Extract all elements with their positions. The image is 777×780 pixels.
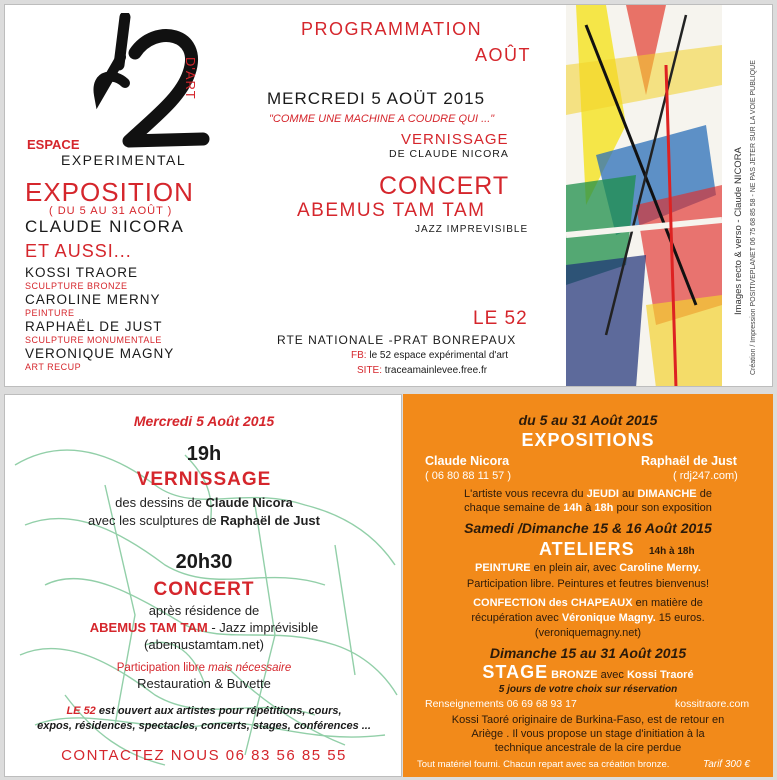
- stage-dates: Dimanche 15 au 31 Août 2015: [489, 645, 687, 661]
- day-dimanche: DIMANCHE: [637, 488, 697, 500]
- text-span: récupération avec: [471, 612, 562, 624]
- text-span: avec: [597, 669, 627, 681]
- espace-52-logo: [85, 13, 220, 163]
- logo-espace-text: ESPACE: [27, 137, 80, 152]
- tarif: Tarif 300 €: [703, 759, 750, 770]
- text-span: Participation libre: [116, 662, 209, 674]
- text-span: au: [619, 488, 638, 500]
- logo-experimental-text: EXPERIMENTAL: [61, 152, 187, 168]
- text-span: à: [582, 502, 595, 514]
- artist-claude: Claude Nicora: [205, 495, 293, 510]
- et-aussi-heading: ET AUSSI...: [25, 241, 132, 261]
- text-italic: mais nécessaire: [208, 662, 292, 674]
- recup-line: [403, 612, 773, 624]
- artist-role: SCULPTURE BRONZE: [25, 281, 128, 291]
- welcome-line-1: [403, 488, 773, 500]
- materiel-line: Tout matériel fourni. Chacun repart avec sa création bronze.: [417, 759, 670, 770]
- band-genre: JAZZ IMPREVISIBLE: [415, 224, 529, 235]
- programmation-heading: PROGRAMMATION: [301, 19, 483, 39]
- text-span: pour son exposition: [613, 502, 712, 514]
- artist-role: ART RECUP: [25, 362, 82, 372]
- text-span: des dessins de: [115, 495, 206, 510]
- band-name: ABEMUS TAM TAM: [89, 620, 208, 635]
- artist-name: RAPHAËL DE JUST: [25, 319, 163, 334]
- veronique-website: (veroniquemagny.net): [534, 627, 642, 639]
- text-span: en matière de: [632, 597, 703, 609]
- stage-bronze: BRONZE: [548, 669, 598, 681]
- vernissage-heading: VERNISSAGE: [401, 131, 509, 148]
- text-span: L'artiste vous recevra du: [464, 488, 587, 500]
- peinture-label: PEINTURE: [474, 562, 531, 574]
- back-left-program: [4, 394, 402, 777]
- stage-subtitle: 5 jours de votre choix sur réservation: [498, 684, 678, 695]
- expositions-heading: EXPOSITIONS: [521, 430, 655, 450]
- facebook-line: [351, 350, 508, 361]
- concert-band-line: [5, 620, 402, 635]
- back-right-program: [403, 394, 773, 777]
- stage-desc-1: Kossi Taoré originaire de Burkina-Faso, est de retour en: [451, 714, 725, 726]
- artist-caroline: Caroline Merny.: [619, 562, 701, 574]
- image-credit: Images recto & verso - Claude NICORA: [733, 147, 744, 315]
- exposition-title: EXPOSITION: [25, 177, 194, 207]
- raphael-website: ( rdj247.com): [673, 470, 738, 482]
- claude-phone: ( 06 80 88 11 57 ): [425, 470, 512, 482]
- band-name: ABEMUS TAM TAM: [297, 200, 486, 221]
- day-jeudi: JEUDI: [586, 488, 619, 500]
- text-span: de: [696, 488, 712, 500]
- artist-name: VERONIQUE MAGNY: [25, 346, 175, 361]
- artist-veronique: Véronique Magny.: [561, 612, 656, 624]
- time-18h: 18h: [594, 502, 614, 514]
- concert-heading: CONCERT: [379, 172, 510, 200]
- fb-value: le 52 espace expérimental d'art: [369, 350, 509, 361]
- website-line: [357, 365, 487, 376]
- stage-line: [403, 662, 773, 683]
- activities-line: expos, résidences, spectacles, concerts, stages, conférences ...: [37, 720, 371, 732]
- kossi-website: kossitraore.com: [675, 698, 750, 710]
- le52-label: LE 52: [66, 705, 96, 717]
- ateliers-time: 14h à 18h: [649, 546, 695, 557]
- logo-dart-text: D'ART: [183, 57, 198, 100]
- venue-name: LE 52: [473, 308, 528, 329]
- artist-name: CAROLINE MERNY: [25, 292, 161, 307]
- print-credit: Création / Impression POSITIVEPLANET 06 75 68 85 58 - NE PAS JETER SUR LA VOIE PUBLIQUE: [750, 60, 757, 375]
- restauration-line: Restauration & Buvette: [137, 676, 271, 691]
- front-side-flyer: [4, 4, 773, 387]
- vernissage-quote: "COMME UNE MACHINE A COUDRE QUI ...": [269, 113, 495, 125]
- time-19h: 19h: [186, 443, 222, 465]
- text-span: 15 euros.: [655, 612, 705, 624]
- artist-raphael: Raphaël de Just: [220, 513, 320, 528]
- artist-role: PEINTURE: [25, 308, 75, 318]
- abstract-painting-image: [566, 5, 722, 387]
- welcome-line-2: [403, 502, 773, 514]
- vernissage-heading: VERNISSAGE: [136, 469, 272, 490]
- exhibition-dates: du 5 au 31 Août 2015: [518, 412, 658, 428]
- renseignements: Renseignements 06 69 68 93 17: [425, 698, 577, 710]
- text-span: avec les sculptures de: [88, 513, 221, 528]
- text-span: chaque semaine de: [464, 502, 564, 514]
- artist-role: SCULPTURE MONUMENTALE: [25, 335, 162, 345]
- chapeaux-label: CONFECTION des CHAPEAUX: [473, 597, 633, 609]
- weekend-dates: Samedi /Dimanche 15 & 16 Août 2015: [464, 520, 712, 536]
- concert-after: après résidence de: [148, 603, 260, 618]
- vernissage-artist: DE CLAUDE NICORA: [389, 148, 509, 160]
- participation-line: [5, 662, 402, 674]
- stage-desc-3: technique ancestrale de la cire perdue: [494, 742, 682, 754]
- main-artist: CLAUDE NICORA: [25, 217, 185, 236]
- artist-kossi: Kossi Traoré: [626, 669, 694, 681]
- vernissage-line-1: [5, 495, 402, 510]
- contact-phone: CONTACTEZ NOUS 06 83 56 85 55: [61, 747, 347, 764]
- vernissage-line-2: [5, 513, 402, 528]
- ateliers-heading: ATELIERS: [539, 539, 635, 559]
- venue-address: RTE NATIONALE -PRAT BONREPAUX: [277, 333, 517, 347]
- artist-raphael: Raphaël de Just: [641, 454, 737, 468]
- site-value: traceamainlevee.free.fr: [384, 365, 488, 376]
- concert-heading: CONCERT: [153, 579, 255, 600]
- stage-desc-2: Ariège . Il vous propose un stage d'initiation à la: [471, 728, 705, 740]
- site-label: SITE:: [357, 365, 383, 376]
- month-heading: AOÛT: [475, 45, 532, 65]
- artist-name: KOSSI TRAORE: [25, 265, 139, 280]
- fb-label: FB:: [351, 350, 367, 361]
- artist-claude: Claude Nicora: [425, 454, 510, 468]
- text-span: est ouvert aux artistes pour répétitions, cours,: [95, 705, 342, 717]
- stage-heading: STAGE: [482, 662, 549, 682]
- text-span: en plein air, avec: [530, 562, 620, 574]
- program-date: Mercredi 5 Août 2015: [133, 413, 275, 429]
- peinture-line: [403, 562, 773, 574]
- band-genre: - Jazz imprévisible: [207, 620, 319, 635]
- time-14h: 14h: [563, 502, 583, 514]
- le52-open-line: [5, 705, 402, 717]
- participation-line: Participation libre. Peintures et feutres bienvenus!: [466, 578, 710, 590]
- chapeaux-line: [403, 597, 773, 609]
- event-date: MERCREDI 5 AOÜT 2015: [267, 89, 486, 108]
- exposition-dates: ( DU 5 AU 31 AOÛT ): [49, 205, 173, 217]
- time-20h30: 20h30: [175, 551, 233, 573]
- band-website: (abemustamtam.net): [144, 637, 264, 652]
